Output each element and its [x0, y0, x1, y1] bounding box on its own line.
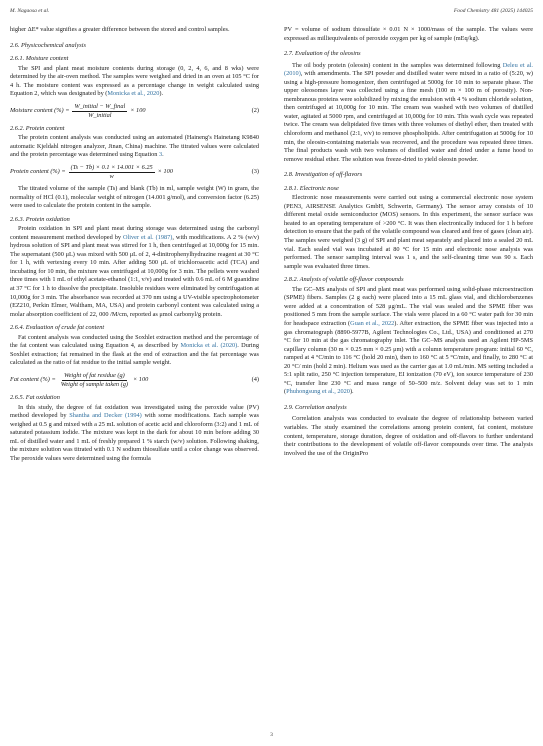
- gcms-paragraph: The GC–MS analysis of SPI and plant meat was performed using solid-phase microextraction (SPME) fibers. Samples (2 g each) were placed into a 15 mL glass vial, and dichlorobenzenes were added at a concentration of 528 μg/mL. The vial was sealed and the SPME fiber was positioned 5 mm from the sample surface. The vials were placed in a 60 °C water path for 30 min for headspace extraction (Guan et al., 2022). After extraction, the SPME fiber was injected into a gas chromatograph (8890-5977B, Agilent Technologies Co., Ltd., USA) and conditioned at 270 °C for 10 min at the gas chromatography inlet. The GC–MS analysis used an Agilent HP-5MS capillary column (30 m × 0.25 mm × 0.25 μm) with a column temperature program: initial 60 °C, ramped at 4 °C/min to 116 °C (hold 20 min), then to 160 °C at 5 °C/min, and finally, to 280 °C at 20 °C/ min (hold 2 min). Helium was used as the carrier gas at 1.0 mL/min. MS setting included a 5:1 split ratio, 250 °C injection temperature, EI ionization (70 eV), ion source temperature of 230 °C, transfer line 230 °C and mass range of 50–500 m/z. Solvent delay was set to 1 min (Phuhongsung et al., 2020).: [284, 285, 533, 396]
- section-2-8-1-title: 2.8.1. Electronic nose: [284, 184, 339, 192]
- protein-paragraph-1: The protein content analysis was conducted using an automated (Haineng's Hainetang K9840 automatic Kjeldahl nitrogen analyzer, Jinan, China) machine. The titrated values were calculated and the protein percentage was determined using Equation 3.: [10, 134, 259, 159]
- section-2-6-2-title: 2.6.2. Protein content: [10, 124, 65, 132]
- section-2-6-1-title: 2.6.1. Moisture content: [10, 55, 69, 63]
- electronic-nose-paragraph: Electronic nose measurements were carried out using a commercial electronic nose system (PEN3, AIRSENSE Analytics GmbH, Schwerin, Germany). The sensor array consists of 10 different metal oxide semiconductor (MOS) sensors. In this experiment, the sensor surface was heated to an operating temperature of >200 °C. It was then electronically induced for 1 h before detection to ensure that the path of the volatile compound was cleared and free of gases (clean air). The samples were weighed (3 g) of SPI and plant meat separately and placed into a sealed 20 mL vial. Each sealed vial was incubated at 80 °C for 15 min and electronic nose analysis was performed. The sensor sampling interval was 1 s, and the self-cleaning time was 90 s. Each sample was evaluated three times.: [284, 194, 533, 270]
- section-2-9-title: 2.9. Correlation analysis: [284, 403, 347, 411]
- citation-link[interactable]: Monicka et al. (2020): [180, 342, 238, 350]
- section-2-6-title: 2.6. Physicochemical analysis: [10, 41, 86, 49]
- fat-oxidation-paragraph: In this study, the degree of fat oxidation was investigated using the peroxide value (PV) method developed by Shantha and Decker (1994) with some modifications. Each sample was weighed at 0.5 g and mixed with a 25 mL solution of acetic acid and chloroform (3:2) and 1 mL of saturated potassium iodide. The mixture was kept in the dark for about 10 min before adding 30 mL of distilled water and 1 mL of freshly prepared 1 % starch (w/v) solution. Following shaking, the mixture solution was titrated with 0.1 N sodium thiosulfate until a color change was observed. The peroxide values were determined using the formula: [10, 403, 259, 462]
- section-2-7-title: 2.7. Evaluation of the oleosins: [284, 50, 361, 58]
- oleosin-paragraph: The oil body protein (oleosin) content in the samples was determined following Deleu et al. (2010), with amendments. The SPI powder and distilled water were mixed in a ratio of (5:20, w) using a high-pressure homogenizer, then centrifuged at 5000g for 10 min to separate phase. The upper oleosomes layer was collected using a fine mesh (100 m × 100 m of porosity). Non-membranous proteins were solubilized by mixing the emulsion with 4 % sodium chloride solution, then centrifuged at 10,000g for 10 min. The cream was washed with two volumes of distilled water, agitated at 5000 rpm, and centrifuged at 10,000g for 10 min. This wash cycle was repeated twice. The cream was delipidated five times with three volumes of diethyl ether, then treated with chloroform and methanol (2:1, v/v) to remove phospholipids. After centrifugation at 5000g for 10 min, the oleosin-containing materials was recovered, and the procedure was repeated three times. The final products wash with two volumes of distilled water and dried under a fume hood to remove residual ether. The solution was freeze-dried to yield oleosin powder.: [284, 61, 533, 163]
- protein-paragraph-2: The titrated volume of the sample (Ts) and blank (Tb) in ml, sample weight (W) in gram, the normality of HCl (0.1), molecular weight of nitrogen (14.001 g/mol), and conversion factor (6.25) were used to calculate the protein content in the sample.: [10, 185, 259, 210]
- right-column: [284, 26, 533, 458]
- left-column: [10, 26, 259, 463]
- citation-link[interactable]: Shantha and Decker (1994): [69, 412, 142, 420]
- section-2-6-3-title: 2.6.3. Protein oxidation: [10, 215, 70, 223]
- equation-number: (2): [251, 107, 259, 115]
- continued-paragraph: PV = volume of sodium thiosulfate × 0.01 N × 1000/mass of the sample. The values were expressed as milliequivalents of peroxide oxygen per kg of sample (mEq/kg).: [284, 26, 533, 42]
- running-header: [10, 8, 533, 14]
- section-2-6-4-title: 2.6.4. Evaluation of crude fat content: [10, 324, 105, 332]
- equation-link[interactable]: 3: [158, 151, 163, 159]
- section-2-8-2-title: 2.8.2. Analysis of volatile off-flavor compounds: [284, 276, 404, 284]
- moisture-paragraph: The SPI and plant meat moisture contents during storage (0, 2, 4, 6, and 8 wks) were determined by the air-oven method. The samples were weighed and dried in an oven at 105 °C for 4 h. The moisture content was expressed as a percentage change in weight calculated using Equation 2, which was designated by (Monicka et al., 2020).: [10, 64, 259, 98]
- equation-2: Moisture content (%) = $\frac{\text{W\_initial − W\_final}}{\text{W\_initial}}$ × 100 (2): [10, 102, 259, 119]
- section-2-8-title: 2.8. Investigation of off-flavors: [284, 171, 363, 179]
- equation-number: (4): [251, 376, 259, 384]
- equation-4: Fat content (%) = $\frac{\text{Weight of fat residue (g)}}{\text{Weight of sample taken (g)}}$ × 100 (4): [10, 371, 259, 388]
- equation-3: Protein content (%) = $\frac{(Ts - Tb) \times 0.1 \times 14.001 \times 6.25}{w}$ × 100 (3): [10, 164, 259, 181]
- fat-content-paragraph: Fat content analysis was conducted using the Soxhlet extraction method and the percentage of the fat content was calculated using Equation 4, as described by Monicka et al. (2020). During Soxhlet extraction; fat remained in the flask at the end of extraction and the fat percentage was calculated as the ratio of fat residue to the initial sample weight.: [10, 333, 259, 367]
- citation-link[interactable]: Deleu et al. (2010): [284, 61, 533, 78]
- equation-number: (3): [251, 168, 259, 176]
- citation-link[interactable]: Phuhongsung et al., 2020: [286, 388, 350, 396]
- header-journal: Food Chemistry 481 (2025) 144025: [453, 8, 533, 14]
- correlation-paragraph: Correlation analysis was conducted to evaluate the degree of relationship between varied variables. The study examined the correlations among protein content, fat content, moisture content, temperature, storage duration, degree of oxidation and off-flavors to further understand their contributions to the development of volatile off-flavor compounds over time. The analysis involved the use of the OriginPro: [284, 415, 533, 457]
- citation-link[interactable]: Oliver et al. (1987): [122, 233, 173, 241]
- citation-link[interactable]: Guan et al., 2022: [350, 319, 395, 327]
- header-authors: M. Nagaosa et al.: [10, 8, 50, 14]
- protein-oxidation-paragraph: Protein oxidation in SPI and plant meat during storage was determined using the carbonyl content measurement method developed by Oliver et al. (1987), with modifications. A 2 % (w/v) hydrous solution of SPI and plant meat was stirred for 1 h, then centrifuged at 10,000g for 15 min. The supernatant (500 μL) was mixed with 500 μL of 2, 4-dinitrophenylhydrazine reagent at 30 °C for 1 h, with vertexing every 10 min. After adding 500 μL of trichloroacetic acid (TCA) and incubating for 10 min, the mixture was centrifuged at 10,000g for 3 min. The pellets were washed three times with 1 mL of ethyl acetate-ethanol (1:1, v/v) and treated with 0.6 mL of 6 M guanidine at 37 °C for 1 h to dissolve the precipitate. Insoluble residues were eliminated by centrifugation at 10,000g for 3 min. The absorbance was recorded at 370 nm using a UV-visible spectrophotometer (EZ210, Perkin Elmer, Waltham, MA, USA) and protein carbonyl content was calculated using a molar absorption coefficient of 22, 000 /M/cm, reported as μmol carbonyl/g protein.: [10, 225, 259, 318]
- intro-paragraph: higher ΔE* value signifies a greater difference between the stored and control samples.: [10, 26, 230, 33]
- page-number: 3: [270, 732, 273, 738]
- section-2-6-5-title: 2.6.5. Fat oxidation: [10, 393, 60, 401]
- citation-link[interactable]: Monicka et al., 2020: [107, 90, 160, 98]
